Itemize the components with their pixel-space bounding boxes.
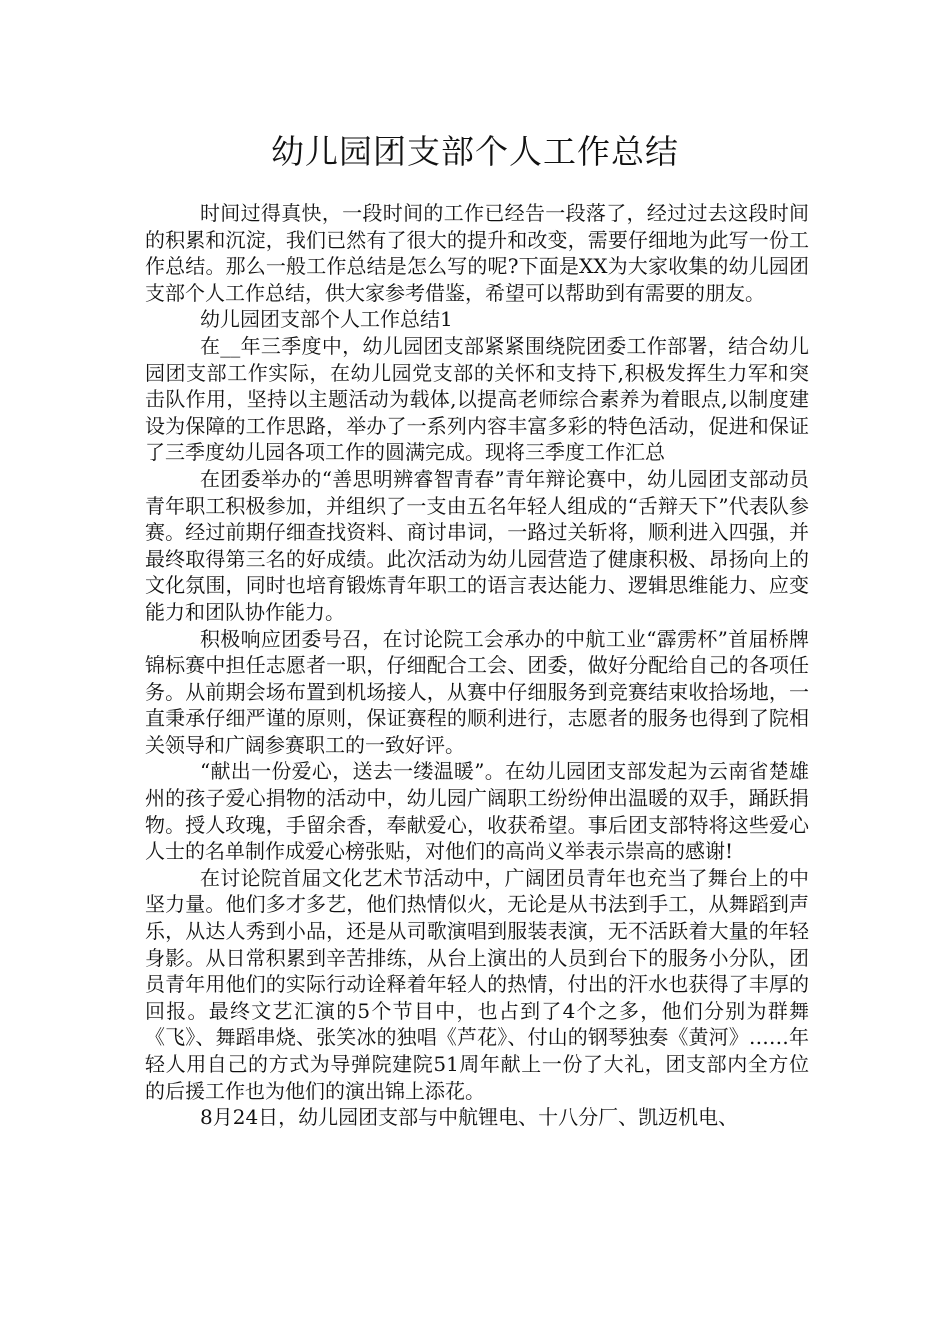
paragraph-donation: “献出一份爱心，送去一缕温暖”。在幼儿园团支部发起为云南省楚雄州的孩子爱心捐物的活动中，幼儿园广阔职工纷纷伸出温暖的双手，踊跃捐物。授人玫瑰，手留余香，奉献爱心，收获希望。事后团支部特将这些爱心人士的名单制作成爱心榜张贴，对他们的高尚义举表示崇高的感谢! <box>145 759 809 864</box>
section-heading: 幼儿园团支部个人工作总结1 <box>200 307 453 332</box>
paragraph-august-24: 8月24日，幼儿园团支部与中航锂电、十八分厂、凯迈机电、 <box>200 1105 739 1130</box>
paragraph-art-festival: 在讨论院首届文化艺术节活动中，广阔团员青年也充当了舞台上的中坚力量。他们多才多艺，他们热情似火，无论是从书法到手工，从舞蹈到声乐，从达人秀到小品，还是从司歌演唱到服装表演，无不活跃着大量的年轻身影。从日常积累到辛苦排练，从台上演出的人员到台下的服务小分队，团员青年用他们的实际行动诠释着年轻人的热情，付出的汗水也获得了丰厚的回报。最终文艺汇演的5个节目中，也占到了4个之多，他们分别为群舞《飞》、舞蹈串烧、张笑冰的独唱《芦花》、付山的钢琴独奏《黄河》……年轻人用自己的方式为导弹院建院51周年献上一份了大礼，团支部内全方位的后援工作也为他们的演出锦上添花。 <box>145 865 809 1103</box>
paragraph-debate: 在团委举办的“善思明辨睿智青春”青年辩论赛中，幼儿园团支部动员青年职工积极参加，并组织了一支由五名年轻人组成的“舌辩天下”代表队参赛。经过前期仔细查找资料、商讨串词，一路过关斩将，顺利进入四强，并最终取得第三名的好成绩。此次活动为幼儿园营造了健康积极、昂扬向上的文化氛围，同时也培育锻炼青年职工的语言表达能力、逻辑思维能力、应变能力和团队协作能力。 <box>145 466 809 624</box>
document-title: 幼儿园团支部个人工作总结 <box>271 132 679 171</box>
paragraph-bridge-volunteer: 积极响应团委号召，在讨论院工会承办的中航工业“霹雳杯”首届桥牌锦标赛中担任志愿者一职，仔细配合工会、团委，做好分配给自己的各项任务。从前期会场布置到机场接人，从赛中仔细服务到竞赛结束收拾场地，一直秉承仔细严谨的原则，保证赛程的顺利进行，志愿者的服务也得到了院相关领导和广阔参赛职工的一致好评。 <box>145 626 809 757</box>
document-body <box>145 200 809 1131</box>
paragraph-intro: 时间过得真快，一段时间的工作已经告一段落了，经过过去这段时间的积累和沉淀，我们已然有了很大的提升和改变，需要仔细地为此写一份工作总结。那么一般工作总结是怎么写的呢?下面是XX为大家收集的幼儿园团支部个人工作总结，供大家参考借鉴，希望可以帮助到有需要的朋友。 <box>145 201 809 305</box>
paragraph-q3-overview: 在__年三季度中，幼儿园团支部紧紧围绕院团委工作部署，结合幼儿园团支部工作实际，在幼儿园党支部的关怀和支持下,积极发挥生力军和突击队作用，坚持以主题活动为载体,以提高老师综合素养为着眼点,以制度建设为保障的工作思路，举办了一系列内容丰富多彩的特色活动，促进和保证了三季度幼儿园各项工作的圆满完成。现将三季度工作汇总 <box>145 333 809 465</box>
